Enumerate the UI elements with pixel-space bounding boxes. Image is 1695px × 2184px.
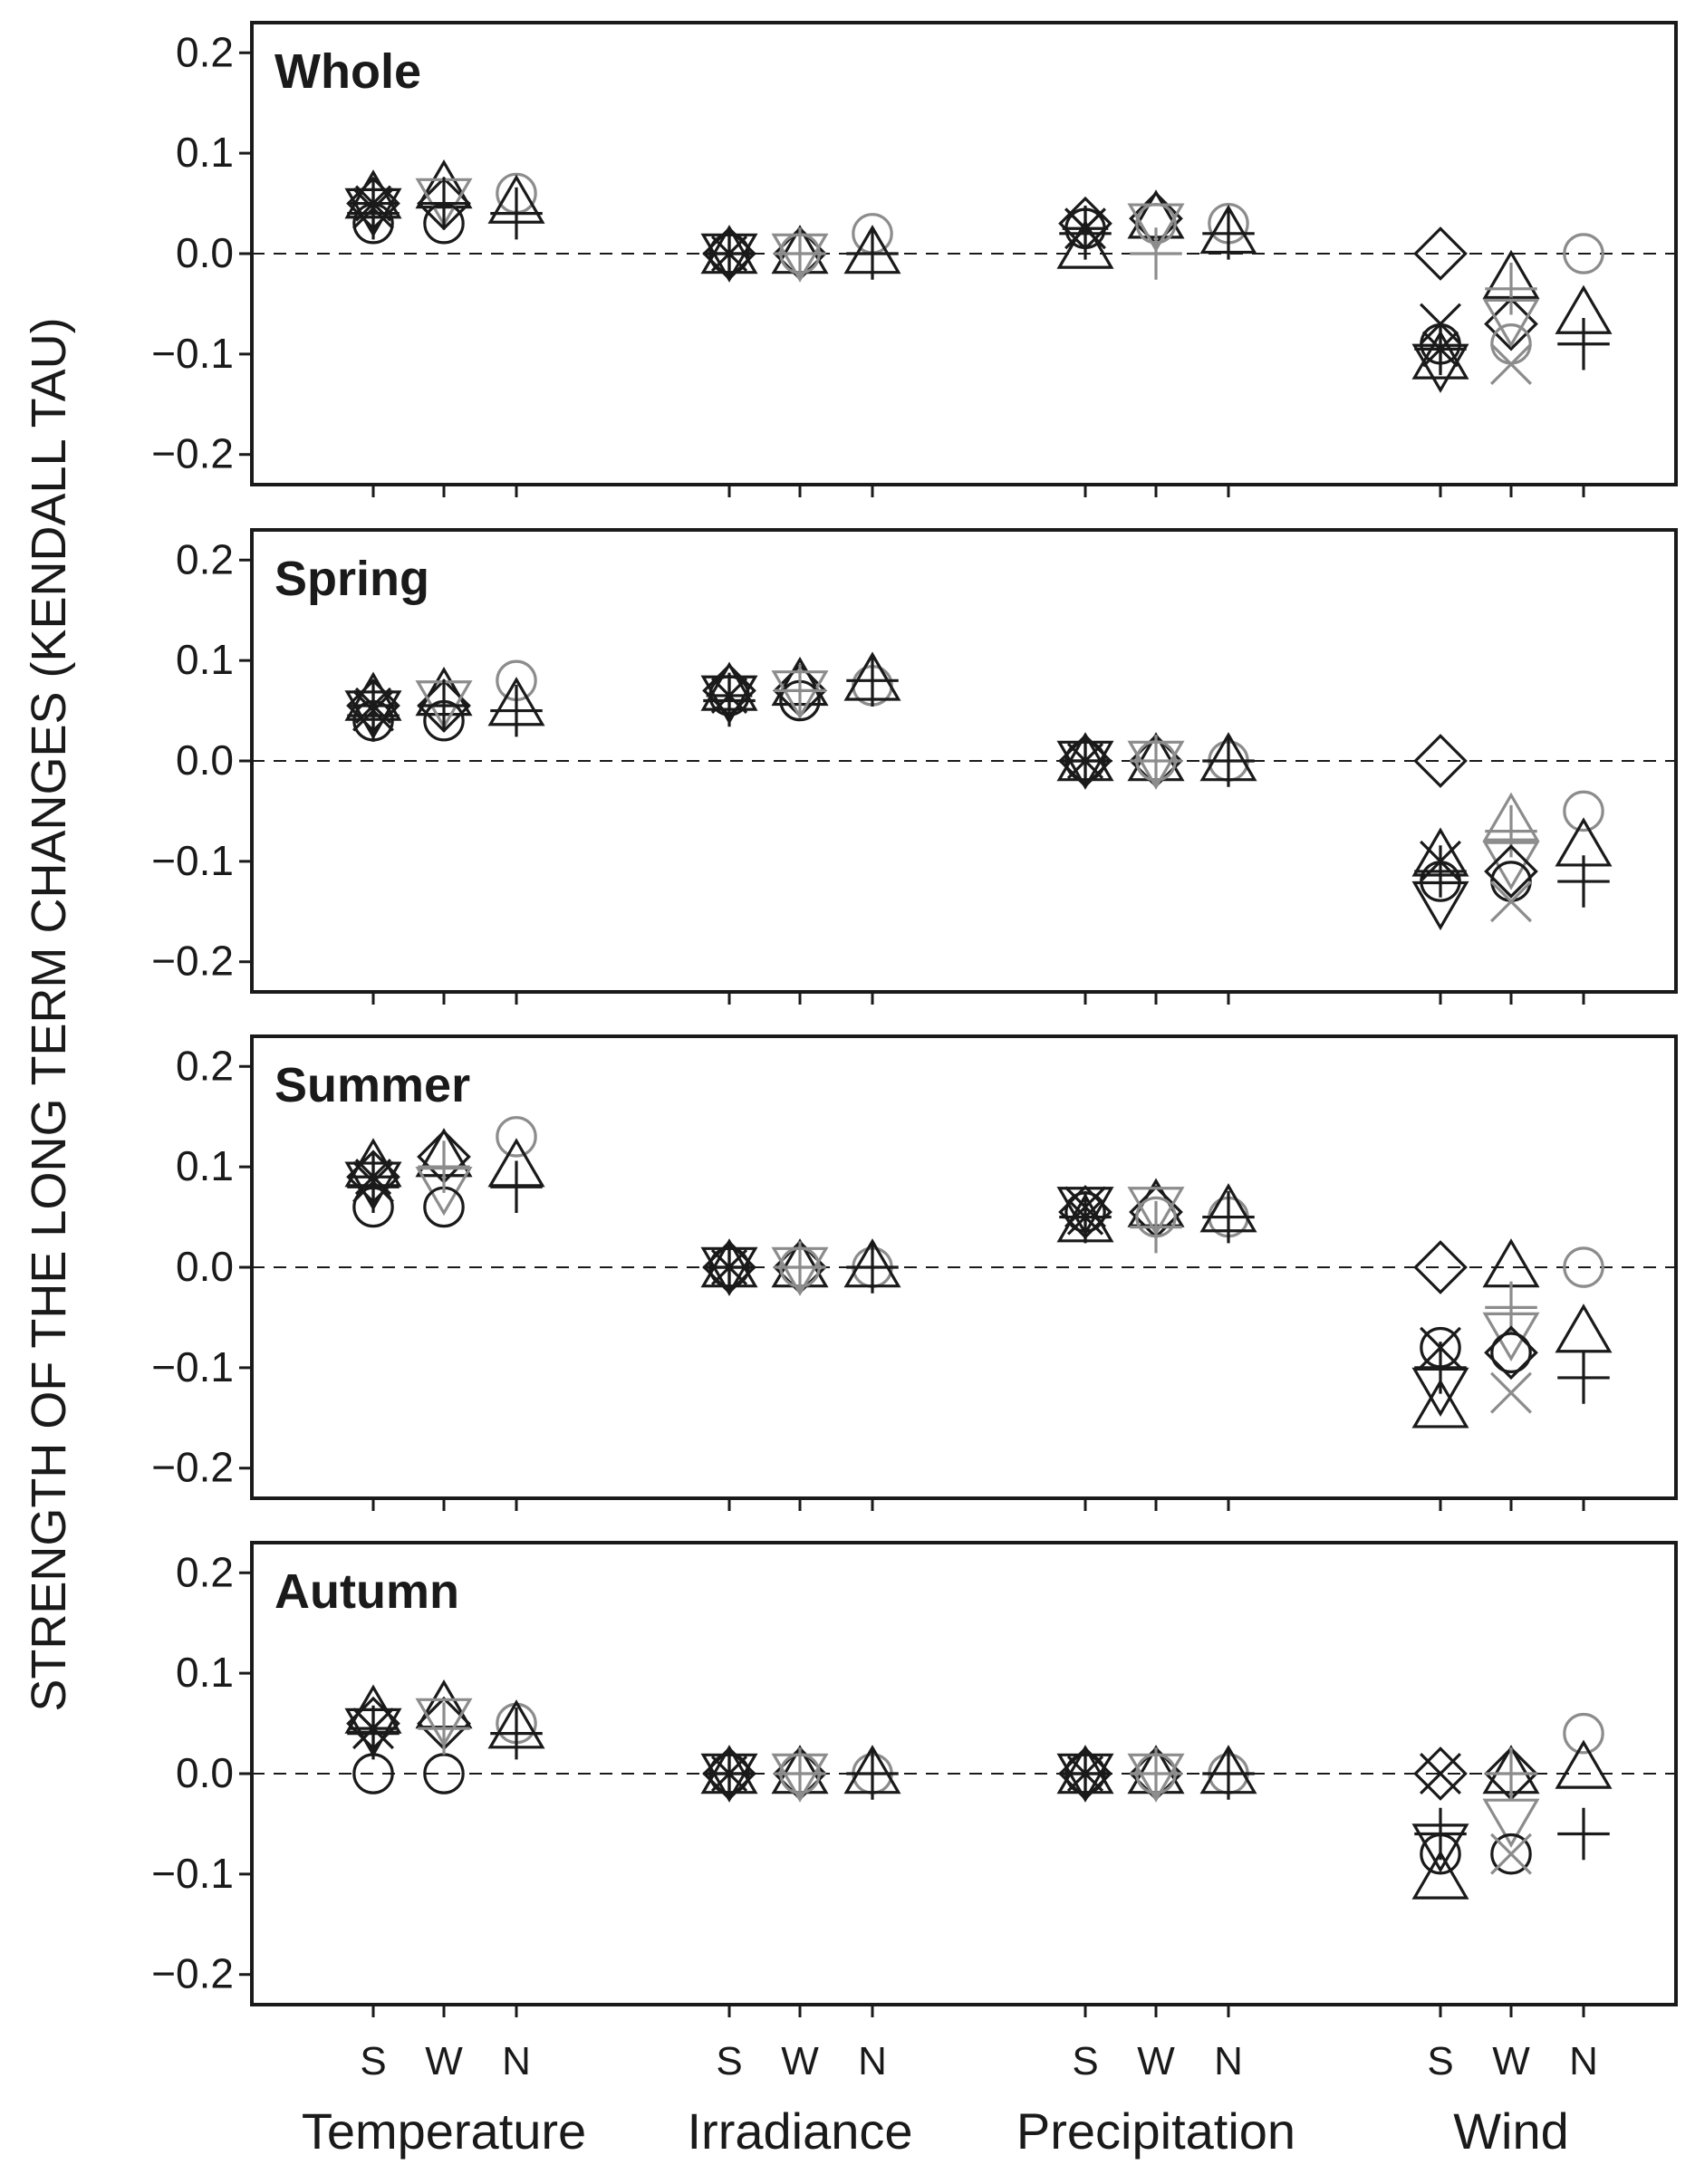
y-tick-label: 0.1 (176, 1142, 234, 1190)
y-tick-label: 0.0 (176, 1749, 234, 1796)
circle-marker (1565, 792, 1603, 830)
panel-whole (151, 23, 1676, 497)
plus-marker (490, 685, 543, 737)
y-tick-label: −0.2 (151, 1949, 234, 1997)
y-tick-label: −0.1 (151, 1849, 234, 1897)
data-points (347, 1118, 1610, 1427)
category-label: W (1492, 2039, 1530, 2083)
y-tick-label: 0.0 (176, 229, 234, 276)
plus-marker (1557, 318, 1610, 370)
panel-frame (252, 23, 1676, 485)
y-tick-label: −0.1 (151, 1342, 234, 1390)
plus-marker (1485, 263, 1537, 315)
category-label: N (858, 2039, 887, 2083)
x-axis-labels (302, 2039, 1598, 2160)
data-points (347, 655, 1610, 928)
triangle-marker (1557, 1306, 1610, 1351)
group-label: Wind (1453, 2102, 1569, 2160)
category-label: N (1569, 2039, 1598, 2083)
diamond-marker (1486, 1328, 1536, 1378)
circle-marker (497, 1118, 535, 1156)
plus-marker (1485, 805, 1537, 858)
category-label: N (502, 2039, 531, 2083)
category-label: W (781, 2039, 819, 2083)
panel-summer (151, 1036, 1676, 1511)
y-tick-label: −0.1 (151, 836, 234, 884)
category-label: W (1137, 2039, 1175, 2083)
plus-marker (1202, 1191, 1255, 1244)
triangle-marker (1485, 1241, 1537, 1285)
y-tick-label: 0.1 (176, 129, 234, 177)
panels (151, 23, 1676, 2017)
circle-marker (1565, 1714, 1603, 1752)
y-axis-label: STRENGTH OF THE LONG TERM CHANGES (KENDALL TAU) (22, 317, 76, 1712)
panel-title: Summer (274, 1058, 471, 1112)
category-label: S (360, 2039, 387, 2083)
cross-marker (1491, 1834, 1531, 1874)
tri-down-marker (1485, 1800, 1537, 1844)
panel-frame (252, 1543, 1676, 2005)
y-tick-label: −0.1 (151, 329, 234, 377)
data-points (347, 1682, 1610, 1898)
plus-marker (1557, 1808, 1610, 1861)
category-label: W (425, 2039, 463, 2083)
y-tick-label: 0.1 (176, 636, 234, 684)
panel-spring (151, 530, 1676, 1005)
y-tick-label: 0.0 (176, 736, 234, 784)
circle-marker (425, 1188, 463, 1226)
y-tick-label: −0.2 (151, 1443, 234, 1491)
plus-marker (490, 1161, 543, 1214)
panel-title: Spring (274, 552, 429, 606)
y-tick-label: −0.2 (151, 429, 234, 477)
y-tick-label: −0.2 (151, 937, 234, 985)
category-label: S (716, 2039, 743, 2083)
y-tick-label: 0.2 (176, 1548, 234, 1596)
panel-title: Autumn (274, 1564, 459, 1619)
category-label: N (1214, 2039, 1243, 2083)
panel-frame (252, 530, 1676, 992)
group-label: Temperature (301, 2102, 587, 2160)
plus-marker (1557, 1352, 1610, 1404)
triangle-marker (1557, 1743, 1610, 1787)
plus-marker (1557, 855, 1610, 908)
plus-marker (1130, 227, 1182, 280)
y-tick-label: 0.2 (176, 535, 234, 583)
panel-title: Whole (274, 44, 421, 99)
group-label: Irradiance (687, 2102, 913, 2160)
panel-autumn (151, 1543, 1676, 2017)
category-label: S (1072, 2039, 1099, 2083)
circle-marker (1492, 1333, 1530, 1371)
data-points (347, 162, 1610, 390)
y-tick-label: 0.2 (176, 1042, 234, 1090)
group-label: Precipitation (1016, 2102, 1296, 2160)
category-label: S (1427, 2039, 1454, 2083)
y-tick-label: 0.2 (176, 28, 234, 76)
y-tick-label: 0.1 (176, 1649, 234, 1697)
y-tick-label: 0.0 (176, 1243, 234, 1290)
